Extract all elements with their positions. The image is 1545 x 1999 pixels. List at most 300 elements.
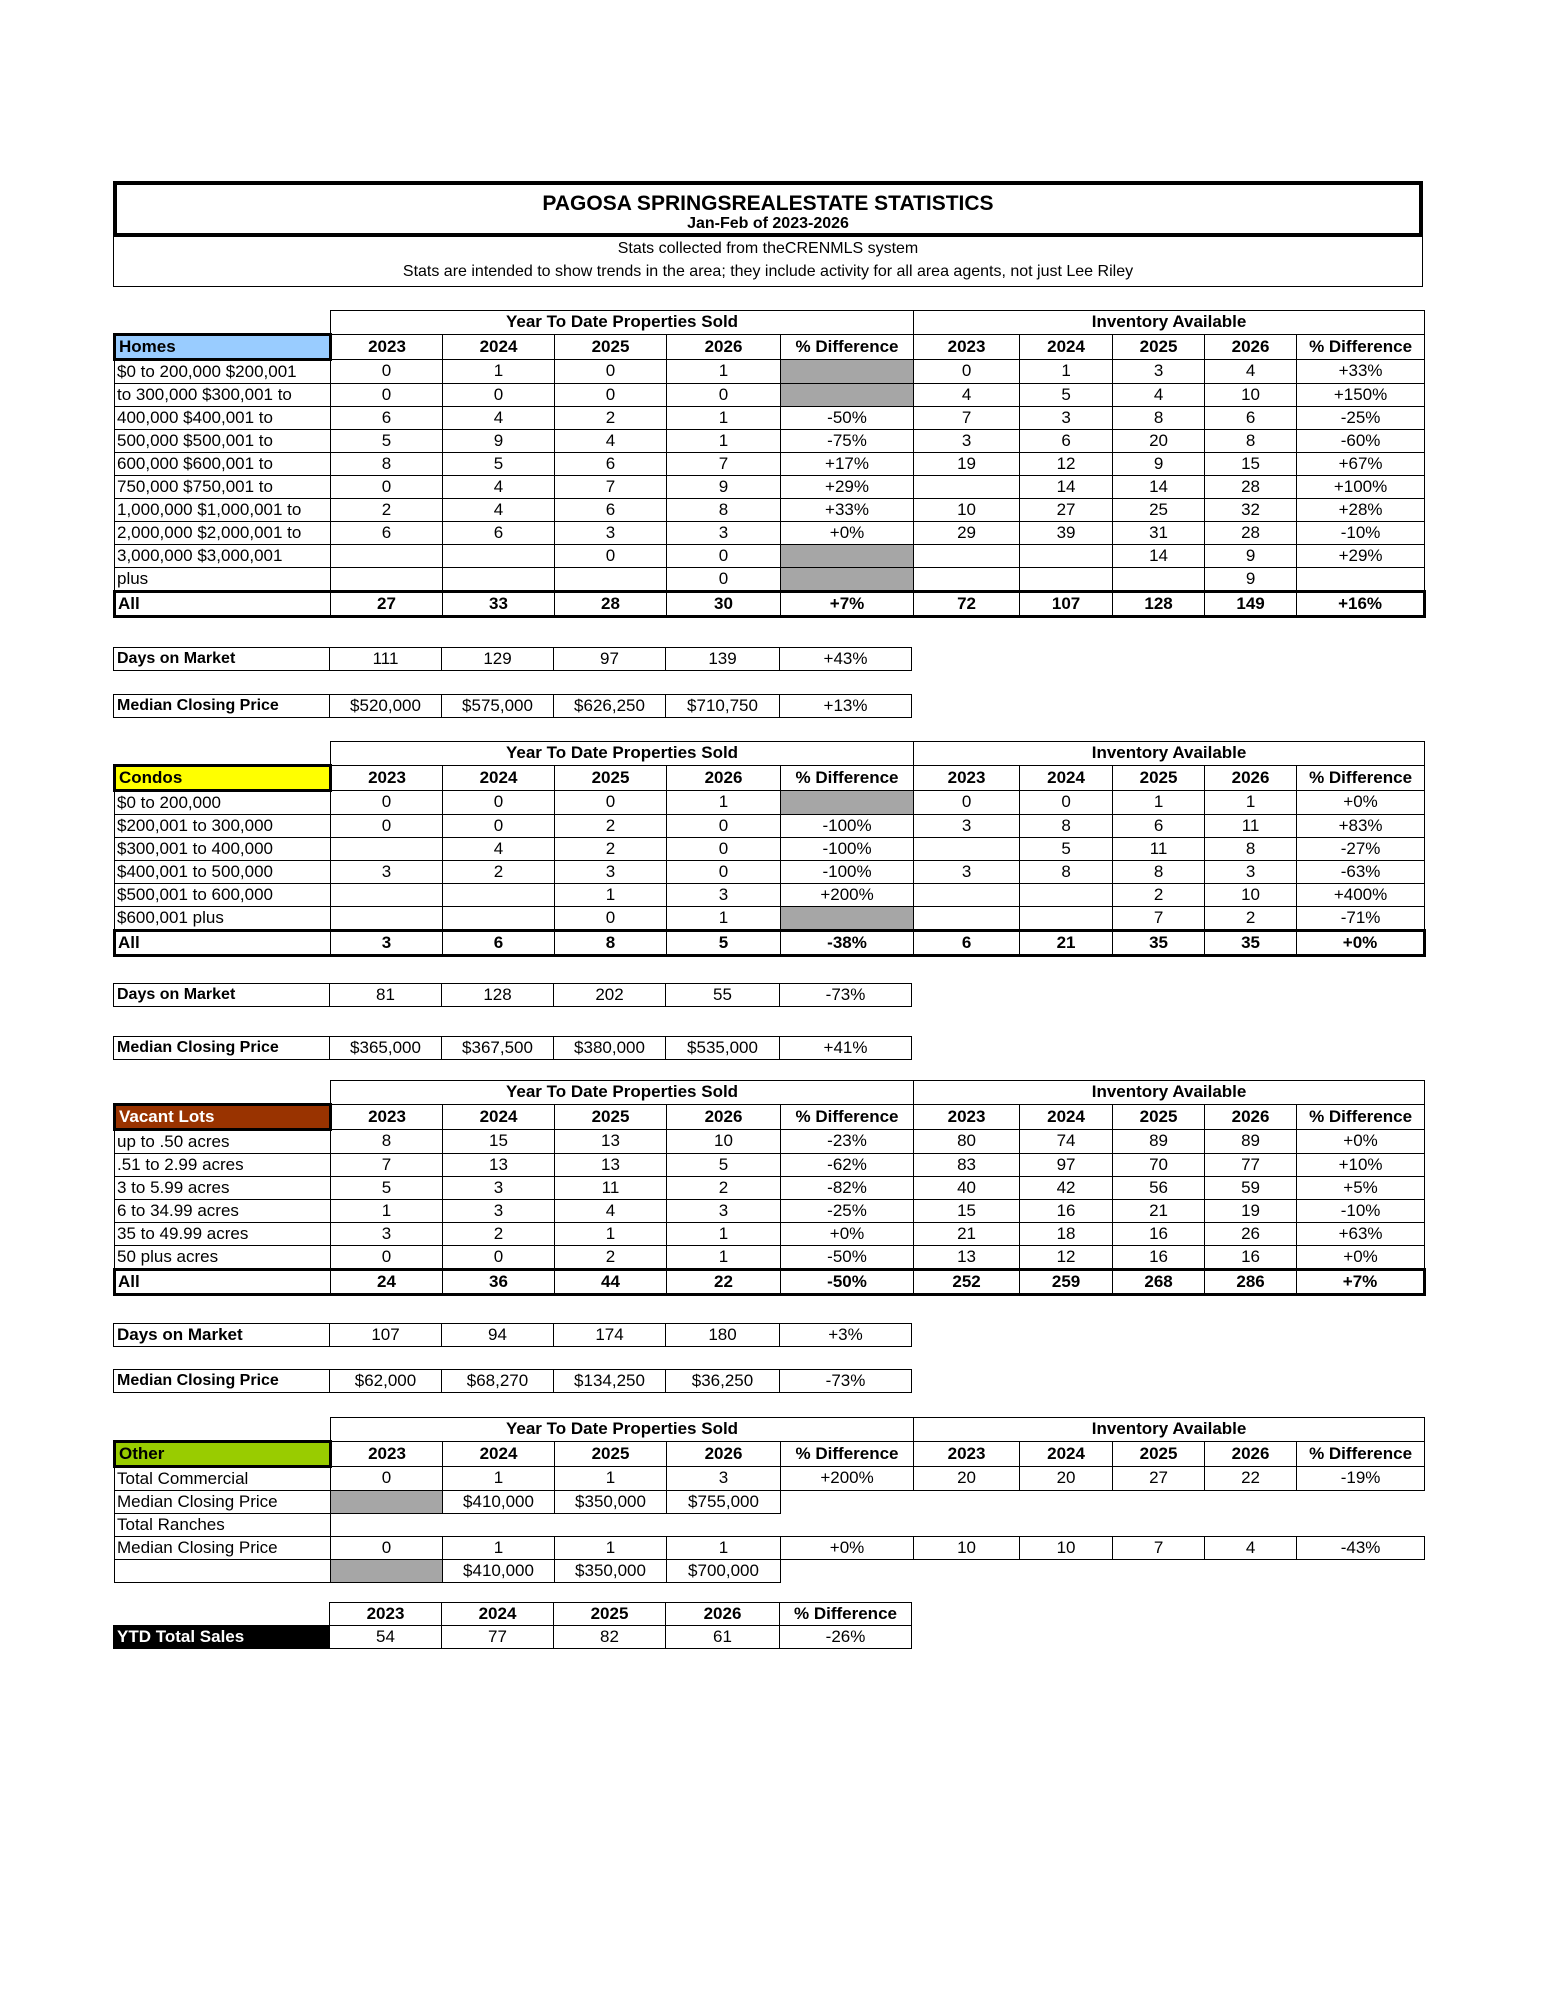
homes-table bbox=[113, 310, 1426, 618]
diff-cell: +400% bbox=[1297, 883, 1425, 906]
all-row bbox=[115, 591, 1425, 616]
value-cell: 9 bbox=[1205, 544, 1297, 567]
value-cell: 30 bbox=[667, 591, 781, 616]
row-label: $0 to 200,000 $200,001 bbox=[115, 359, 331, 383]
value-cell: 0 bbox=[555, 790, 667, 814]
value-cell: 0 bbox=[443, 790, 555, 814]
value-cell: 21 bbox=[914, 1222, 1020, 1245]
value-cell: 1 bbox=[667, 406, 781, 429]
value-cell: $700,000 bbox=[667, 1559, 781, 1582]
value-cell: 3 bbox=[667, 521, 781, 544]
year-header: 2026 bbox=[667, 1104, 781, 1129]
condos-category-label: Condos bbox=[115, 765, 331, 790]
diff-cell: +17% bbox=[781, 452, 914, 475]
row-label: 35 to 49.99 acres bbox=[115, 1222, 331, 1245]
diff-cell: +28% bbox=[1297, 498, 1425, 521]
value-cell bbox=[914, 567, 1020, 591]
table-row bbox=[115, 359, 1425, 383]
value-cell: 8 bbox=[331, 1129, 443, 1153]
value-cell: 1 bbox=[555, 1466, 667, 1490]
value-cell: 1 bbox=[667, 906, 781, 930]
value-cell: 39 bbox=[1020, 521, 1113, 544]
value-cell: 4 bbox=[555, 1199, 667, 1222]
value-cell: 0 bbox=[667, 837, 781, 860]
value-cell: 13 bbox=[555, 1153, 667, 1176]
value-cell: 10 bbox=[1205, 383, 1297, 406]
value-cell: 15 bbox=[443, 1129, 555, 1153]
value-cell: 0 bbox=[667, 544, 781, 567]
value-cell: 44 bbox=[555, 1269, 667, 1294]
value-cell: 1 bbox=[443, 359, 555, 383]
value-cell: 3 bbox=[443, 1176, 555, 1199]
homes-ytd-header: Year To Date Properties Sold bbox=[331, 311, 914, 335]
diff-cell: -82% bbox=[781, 1176, 914, 1199]
diff-cell: -100% bbox=[781, 814, 914, 837]
year-header: 2024 bbox=[443, 765, 555, 790]
value-cell: 6 bbox=[555, 498, 667, 521]
value-cell: 40 bbox=[914, 1176, 1020, 1199]
value-cell: 1 bbox=[555, 883, 667, 906]
value-cell: 55 bbox=[666, 984, 780, 1007]
value-cell: 4 bbox=[1205, 359, 1297, 383]
vacant-dom-row bbox=[114, 1324, 912, 1347]
year-header: 2026 bbox=[1205, 765, 1297, 790]
value-cell: 3 bbox=[331, 1222, 443, 1245]
value-cell: 13 bbox=[914, 1245, 1020, 1269]
year-header: 2025 bbox=[555, 334, 667, 359]
value-cell: 29 bbox=[914, 521, 1020, 544]
value-cell: 16 bbox=[1020, 1199, 1113, 1222]
value-cell: 2 bbox=[331, 498, 443, 521]
condos-mcp-table bbox=[113, 1036, 912, 1060]
value-cell: 3 bbox=[555, 860, 667, 883]
value-cell: 111 bbox=[330, 648, 442, 671]
year-header: 2023 bbox=[914, 1104, 1020, 1129]
diff-cell: +0% bbox=[1297, 1129, 1425, 1153]
value-cell: 18 bbox=[1020, 1222, 1113, 1245]
diff-header: % Difference bbox=[1297, 1104, 1425, 1129]
year-header: 2025 bbox=[555, 1441, 667, 1466]
value-cell: 2 bbox=[555, 406, 667, 429]
value-cell: 3 bbox=[914, 814, 1020, 837]
value-cell bbox=[914, 475, 1020, 498]
value-cell: 9 bbox=[1113, 452, 1205, 475]
row-label: Median Closing Price bbox=[114, 695, 330, 718]
other-inventory-header: Inventory Available bbox=[914, 1418, 1425, 1442]
row-label: Total Commercial bbox=[115, 1466, 331, 1490]
value-cell: 31 bbox=[1113, 521, 1205, 544]
diff-cell: +63% bbox=[1297, 1222, 1425, 1245]
value-cell: 28 bbox=[555, 591, 667, 616]
value-cell: 5 bbox=[331, 429, 443, 452]
value-cell: 9 bbox=[1205, 567, 1297, 591]
value-cell: 0 bbox=[667, 860, 781, 883]
value-cell: 2 bbox=[443, 860, 555, 883]
diff-header: % Difference bbox=[781, 765, 914, 790]
value-cell: 4 bbox=[443, 475, 555, 498]
diff-cell: +0% bbox=[781, 521, 914, 544]
diff-cell: -73% bbox=[780, 984, 912, 1007]
value-cell: 3 bbox=[667, 1199, 781, 1222]
value-cell: 0 bbox=[443, 1245, 555, 1269]
value-cell: 10 bbox=[1205, 883, 1297, 906]
value-cell: 72 bbox=[914, 591, 1020, 616]
value-cell: 1 bbox=[667, 429, 781, 452]
value-cell: 8 bbox=[667, 498, 781, 521]
ytd-total-table bbox=[113, 1602, 912, 1649]
value-cell: 6 bbox=[1205, 406, 1297, 429]
value-cell: 16 bbox=[1205, 1245, 1297, 1269]
other-category-label: Other bbox=[115, 1441, 331, 1466]
year-header: 2024 bbox=[1020, 1441, 1113, 1466]
value-cell: 21 bbox=[1020, 930, 1113, 955]
value-cell: $710,750 bbox=[666, 695, 780, 718]
diff-cell bbox=[781, 383, 914, 406]
vacant-mcp-row bbox=[114, 1370, 912, 1393]
year-header: 2025 bbox=[1113, 334, 1205, 359]
homes-rows bbox=[115, 359, 1425, 616]
value-cell: 0 bbox=[331, 814, 443, 837]
diff-header: % Difference bbox=[781, 1104, 914, 1129]
value-cell: 2 bbox=[1113, 883, 1205, 906]
diff-cell: -73% bbox=[780, 1370, 912, 1393]
diff-header: % Difference bbox=[1297, 765, 1425, 790]
value-cell: 0 bbox=[555, 544, 667, 567]
value-cell: 3 bbox=[914, 860, 1020, 883]
diff-cell: +7% bbox=[781, 591, 914, 616]
value-cell: 6 bbox=[555, 452, 667, 475]
diff-cell: +67% bbox=[1297, 452, 1425, 475]
value-cell: 6 bbox=[914, 930, 1020, 955]
value-cell: 3 bbox=[914, 429, 1020, 452]
value-cell: 0 bbox=[443, 383, 555, 406]
value-cell: 8 bbox=[1113, 860, 1205, 883]
table-row bbox=[115, 406, 1425, 429]
row-label: $200,001 to 300,000 bbox=[115, 814, 331, 837]
diff-cell: +41% bbox=[780, 1037, 912, 1060]
value-cell: 14 bbox=[1020, 475, 1113, 498]
table-row bbox=[115, 1222, 1425, 1245]
row-label: 3 to 5.99 acres bbox=[115, 1176, 331, 1199]
vacant-ytd-header: Year To Date Properties Sold bbox=[331, 1081, 914, 1105]
row-label: All bbox=[115, 930, 331, 955]
row-label: 1,000,000 $1,000,001 to bbox=[115, 498, 331, 521]
value-cell: 286 bbox=[1205, 1269, 1297, 1294]
empty-cell bbox=[331, 1559, 443, 1582]
year-header: 2023 bbox=[330, 1603, 442, 1626]
value-cell: 139 bbox=[666, 648, 780, 671]
other-ytd-header: Year To Date Properties Sold bbox=[331, 1418, 914, 1442]
year-header: 2023 bbox=[331, 1441, 443, 1466]
year-header: 2026 bbox=[667, 765, 781, 790]
value-cell bbox=[555, 567, 667, 591]
diff-header: % Difference bbox=[1297, 1441, 1425, 1466]
diff-cell: +200% bbox=[781, 1466, 914, 1490]
value-cell: 22 bbox=[1205, 1466, 1297, 1490]
value-cell: $535,000 bbox=[666, 1037, 780, 1060]
row-label: to 300,000 $300,001 to bbox=[115, 383, 331, 406]
value-cell: 27 bbox=[1020, 498, 1113, 521]
value-cell: 128 bbox=[442, 984, 554, 1007]
value-cell bbox=[331, 544, 443, 567]
row-label: Days on Market bbox=[114, 648, 330, 671]
diff-cell: -63% bbox=[1297, 860, 1425, 883]
year-header: 2026 bbox=[667, 334, 781, 359]
value-cell: 259 bbox=[1020, 1269, 1113, 1294]
value-cell bbox=[331, 567, 443, 591]
table-row bbox=[115, 567, 1425, 591]
value-cell: 9 bbox=[443, 429, 555, 452]
value-cell: 15 bbox=[1205, 452, 1297, 475]
value-cell: 5 bbox=[331, 1176, 443, 1199]
diff-header: % Difference bbox=[781, 1441, 914, 1466]
diff-cell: +0% bbox=[781, 1536, 914, 1559]
value-cell: 11 bbox=[555, 1176, 667, 1199]
diff-cell: -25% bbox=[781, 1199, 914, 1222]
value-cell: 129 bbox=[442, 648, 554, 671]
row-label: $500,001 to 600,000 bbox=[115, 883, 331, 906]
diff-cell: +33% bbox=[781, 498, 914, 521]
diff-cell bbox=[1297, 567, 1425, 591]
value-cell: 8 bbox=[331, 452, 443, 475]
year-header: 2024 bbox=[443, 1441, 555, 1466]
year-header: 2026 bbox=[666, 1603, 780, 1626]
value-cell: 0 bbox=[331, 1466, 443, 1490]
homes-inventory-header: Inventory Available bbox=[914, 311, 1425, 335]
diff-cell: +200% bbox=[781, 883, 914, 906]
value-cell: 8 bbox=[1205, 837, 1297, 860]
value-cell: 3 bbox=[1113, 359, 1205, 383]
value-cell: 11 bbox=[1205, 814, 1297, 837]
table-row bbox=[115, 1129, 1425, 1153]
year-header: 2023 bbox=[914, 765, 1020, 790]
homes-mcp-row bbox=[114, 695, 912, 718]
row-label: up to .50 acres bbox=[115, 1129, 331, 1153]
value-cell bbox=[914, 837, 1020, 860]
diff-cell: +0% bbox=[781, 1222, 914, 1245]
table-row bbox=[115, 1199, 1425, 1222]
diff-cell: +16% bbox=[1297, 591, 1425, 616]
diff-cell: +100% bbox=[1297, 475, 1425, 498]
diff-cell: -23% bbox=[781, 1129, 914, 1153]
value-cell: 107 bbox=[330, 1324, 442, 1347]
diff-cell: -62% bbox=[781, 1153, 914, 1176]
row-label: $400,001 to 500,000 bbox=[115, 860, 331, 883]
value-cell: 1 bbox=[443, 1466, 555, 1490]
row-label: Median Closing Price bbox=[115, 1490, 331, 1513]
value-cell: 27 bbox=[331, 591, 443, 616]
value-cell bbox=[331, 883, 443, 906]
value-cell: 0 bbox=[555, 383, 667, 406]
value-cell: 8 bbox=[555, 930, 667, 955]
diff-cell bbox=[781, 359, 914, 383]
value-cell: 24 bbox=[331, 1269, 443, 1294]
year-header: 2023 bbox=[331, 1104, 443, 1129]
diff-cell: -26% bbox=[780, 1626, 912, 1649]
value-cell: 0 bbox=[331, 790, 443, 814]
value-cell: 8 bbox=[1020, 860, 1113, 883]
row-label: $600,001 plus bbox=[115, 906, 331, 930]
table-row bbox=[115, 521, 1425, 544]
value-cell: 14 bbox=[1113, 544, 1205, 567]
report-subtitle: Jan-Feb of 2023-2026 bbox=[687, 215, 849, 232]
year-header: 2025 bbox=[1113, 765, 1205, 790]
value-cell: 107 bbox=[1020, 591, 1113, 616]
year-header: 2026 bbox=[1205, 334, 1297, 359]
diff-cell: -100% bbox=[781, 837, 914, 860]
value-cell: 2 bbox=[1205, 906, 1297, 930]
value-cell: 7 bbox=[1113, 906, 1205, 930]
condos-dom-table bbox=[113, 983, 912, 1007]
diff-cell: +13% bbox=[780, 695, 912, 718]
diff-cell: -75% bbox=[781, 429, 914, 452]
value-cell: 6 bbox=[443, 521, 555, 544]
value-cell: 20 bbox=[1020, 1466, 1113, 1490]
diff-cell: +43% bbox=[780, 648, 912, 671]
value-cell: 4 bbox=[1205, 1536, 1297, 1559]
value-cell: 9 bbox=[667, 475, 781, 498]
diff-cell: -19% bbox=[1297, 1466, 1425, 1490]
vacant-inventory-header: Inventory Available bbox=[914, 1081, 1425, 1105]
row-label: 750,000 $750,001 to bbox=[115, 475, 331, 498]
value-cell bbox=[914, 906, 1020, 930]
table-row bbox=[115, 790, 1425, 814]
value-cell bbox=[1020, 567, 1113, 591]
value-cell: 81 bbox=[330, 984, 442, 1007]
value-cell: 20 bbox=[1113, 429, 1205, 452]
value-cell: 0 bbox=[555, 359, 667, 383]
year-header: 2025 bbox=[555, 765, 667, 790]
table-row bbox=[115, 498, 1425, 521]
year-header: 2023 bbox=[331, 334, 443, 359]
value-cell: 0 bbox=[667, 383, 781, 406]
value-cell bbox=[1020, 544, 1113, 567]
homes-dom-table bbox=[113, 647, 912, 671]
table-row bbox=[115, 883, 1425, 906]
value-cell: 3 bbox=[331, 930, 443, 955]
value-cell: 0 bbox=[331, 359, 443, 383]
value-cell: 2 bbox=[555, 814, 667, 837]
value-cell: 89 bbox=[1113, 1129, 1205, 1153]
value-cell: 1 bbox=[1020, 359, 1113, 383]
value-cell: 7 bbox=[331, 1153, 443, 1176]
homes-category-label: Homes bbox=[115, 334, 331, 359]
value-cell: 97 bbox=[1020, 1153, 1113, 1176]
diff-cell: +7% bbox=[1297, 1269, 1425, 1294]
year-header: 2026 bbox=[1205, 1104, 1297, 1129]
ytd-total-row bbox=[114, 1626, 912, 1649]
table-row bbox=[115, 837, 1425, 860]
row-label: 6 to 34.99 acres bbox=[115, 1199, 331, 1222]
diff-cell: -50% bbox=[781, 406, 914, 429]
row-label: 500,000 $500,001 to bbox=[115, 429, 331, 452]
value-cell: 80 bbox=[914, 1129, 1020, 1153]
value-cell: $520,000 bbox=[330, 695, 442, 718]
report-notes bbox=[113, 237, 1423, 287]
value-cell: 0 bbox=[1020, 790, 1113, 814]
value-cell: 1 bbox=[667, 1245, 781, 1269]
value-cell: 8 bbox=[1113, 406, 1205, 429]
homes-mcp-table bbox=[113, 694, 912, 718]
diff-cell: +0% bbox=[1297, 930, 1425, 955]
row-label: .51 to 2.99 acres bbox=[115, 1153, 331, 1176]
row-label: 600,000 $600,001 to bbox=[115, 452, 331, 475]
vacant-rows bbox=[115, 1129, 1425, 1294]
value-cell: 0 bbox=[555, 906, 667, 930]
value-cell: 6 bbox=[331, 521, 443, 544]
value-cell: 1 bbox=[331, 1199, 443, 1222]
table-row bbox=[115, 544, 1425, 567]
other-table bbox=[113, 1417, 1425, 1583]
diff-cell: +29% bbox=[781, 475, 914, 498]
value-cell: $367,500 bbox=[442, 1037, 554, 1060]
vacant-dom-table bbox=[113, 1323, 912, 1347]
value-cell: 0 bbox=[331, 1245, 443, 1269]
value-cell: 1 bbox=[555, 1222, 667, 1245]
diff-cell: +0% bbox=[1297, 1245, 1425, 1269]
value-cell: 13 bbox=[443, 1153, 555, 1176]
value-cell: 202 bbox=[554, 984, 666, 1007]
value-cell: 3 bbox=[667, 883, 781, 906]
value-cell: 1 bbox=[1205, 790, 1297, 814]
value-cell: 0 bbox=[914, 790, 1020, 814]
value-cell: 8 bbox=[1020, 814, 1113, 837]
value-cell bbox=[443, 883, 555, 906]
row-label: Median Closing Price bbox=[114, 1037, 330, 1060]
other-ranches-label-row bbox=[115, 1513, 1425, 1536]
value-cell: 5 bbox=[667, 1153, 781, 1176]
diff-cell: -60% bbox=[1297, 429, 1425, 452]
table-row bbox=[115, 383, 1425, 406]
value-cell: 5 bbox=[667, 930, 781, 955]
year-header: 2024 bbox=[1020, 334, 1113, 359]
condos-mcp-row bbox=[114, 1037, 912, 1060]
value-cell: 36 bbox=[443, 1269, 555, 1294]
value-cell: 33 bbox=[443, 591, 555, 616]
value-cell: 14 bbox=[1113, 475, 1205, 498]
vacant-category-label: Vacant Lots bbox=[115, 1104, 331, 1129]
other-ranches-row bbox=[115, 1536, 1425, 1559]
table-row bbox=[115, 860, 1425, 883]
value-cell bbox=[331, 906, 443, 930]
value-cell: 128 bbox=[1113, 591, 1205, 616]
value-cell: 180 bbox=[666, 1324, 780, 1347]
value-cell: 6 bbox=[1113, 814, 1205, 837]
value-cell: 0 bbox=[331, 475, 443, 498]
value-cell: 2 bbox=[667, 1176, 781, 1199]
diff-cell bbox=[781, 544, 914, 567]
value-cell: 28 bbox=[1205, 521, 1297, 544]
value-cell: $755,000 bbox=[667, 1490, 781, 1513]
diff-cell: -38% bbox=[781, 930, 914, 955]
value-cell: 61 bbox=[666, 1626, 780, 1649]
diff-cell: +83% bbox=[1297, 814, 1425, 837]
row-label: Total Ranches bbox=[115, 1513, 331, 1536]
value-cell: $410,000 bbox=[443, 1490, 555, 1513]
value-cell: 3 bbox=[1020, 406, 1113, 429]
table-row bbox=[115, 475, 1425, 498]
diff-cell: +29% bbox=[1297, 544, 1425, 567]
row-label: Median Closing Price bbox=[115, 1536, 331, 1559]
value-cell: 74 bbox=[1020, 1129, 1113, 1153]
value-cell: 83 bbox=[914, 1153, 1020, 1176]
year-header: 2024 bbox=[443, 1104, 555, 1129]
value-cell: 4 bbox=[443, 406, 555, 429]
value-cell: 3 bbox=[1205, 860, 1297, 883]
table-row bbox=[115, 429, 1425, 452]
value-cell: 1 bbox=[555, 1536, 667, 1559]
row-label: 400,000 $400,001 to bbox=[115, 406, 331, 429]
